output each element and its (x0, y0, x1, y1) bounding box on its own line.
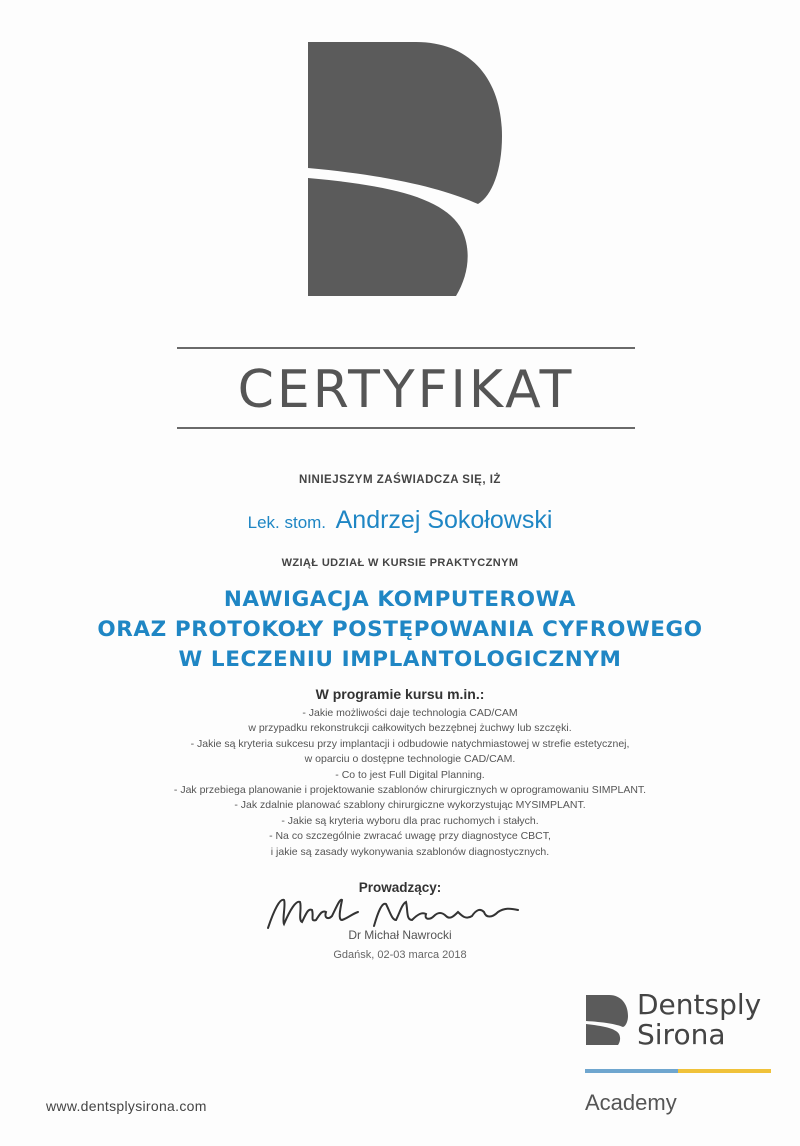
bar-yellow-segment (678, 1069, 771, 1073)
program-list (60, 706, 760, 860)
course-title-line: NAWIGACJA KOMPUTEROWA (223, 587, 577, 612)
dentsply-sirona-small-logo-icon (585, 994, 629, 1046)
course-title-line: W LECZENIU IMPLANTOLOGICZNYM (178, 647, 622, 672)
recipient-prefix: Lek. stom. (247, 513, 327, 532)
brand-academy: Academy (585, 1090, 677, 1115)
program-line: - Jakie są kryteria sukcesu przy implantacji i odbudowie natychmiastowej w strefie estetycznej, (190, 737, 630, 750)
participation-text: WZIĄŁ UDZIAŁ W KURSIE PRAKTYCZNYM (281, 557, 519, 569)
title-frame (177, 347, 635, 429)
recipient (0, 506, 800, 535)
program-line: w oparciu o dostępne technologie CAD/CAM. (304, 753, 516, 766)
program-line: - Jakie są kryteria wyboru dla prac ruchomych i stałych. (281, 814, 539, 827)
intro-text: NINIEJSZYM ZAŚWIADCZA SIĘ, IŻ (299, 474, 501, 486)
program-line: - Jakie możliwości daje technologia CAD/CAM (302, 707, 518, 719)
program-line: w przypadku rekonstrukcji całkowitych bezzębnej żuchwy lub szczęki. (248, 722, 572, 735)
leader-name: Dr Michał Nawrocki (348, 928, 452, 942)
place-date: Gdańsk, 02-03 marca 2018 (333, 949, 467, 961)
program-line: i jakie są zasady wykonywania szablonów diagnostycznych. (270, 845, 550, 858)
course-title-line: ORAZ PROTOKOŁY POSTĘPOWANIA CYFROWEGO (97, 617, 703, 642)
course-title (0, 585, 800, 675)
dentsply-sirona-s-logo-icon (306, 40, 506, 298)
certificate-title: CERTYFIKAT (237, 360, 575, 420)
program-heading: W programie kursu m.in.: (315, 686, 485, 702)
program-line: - Jak zdalnie planować szablony chirurgiczne wykorzystując MYSIMPLANT. (234, 799, 586, 812)
leader-heading: Prowadzący: (358, 880, 442, 895)
brand-line-1: Dentsply (637, 988, 762, 1021)
brand-color-bar (585, 1069, 771, 1073)
website-link[interactable]: www.dentsplysirona.com (46, 1098, 207, 1114)
brand-wordmark (637, 990, 761, 1050)
program-line: - Co to jest Full Digital Planning. (335, 768, 485, 781)
program-line: - Jak przebiega planowanie i projektowanie szablonów chirurgicznych w oprogramowaniu SIMPLANT. (173, 784, 647, 797)
program-line: - Na co szczególnie zwracać uwagę przy diagnostyce CBCT, (269, 830, 551, 843)
recipient-name: Andrzej Sokołowski (335, 506, 553, 534)
bar-blue-segment (585, 1069, 678, 1073)
brand-line-2: Sirona (637, 1018, 726, 1051)
